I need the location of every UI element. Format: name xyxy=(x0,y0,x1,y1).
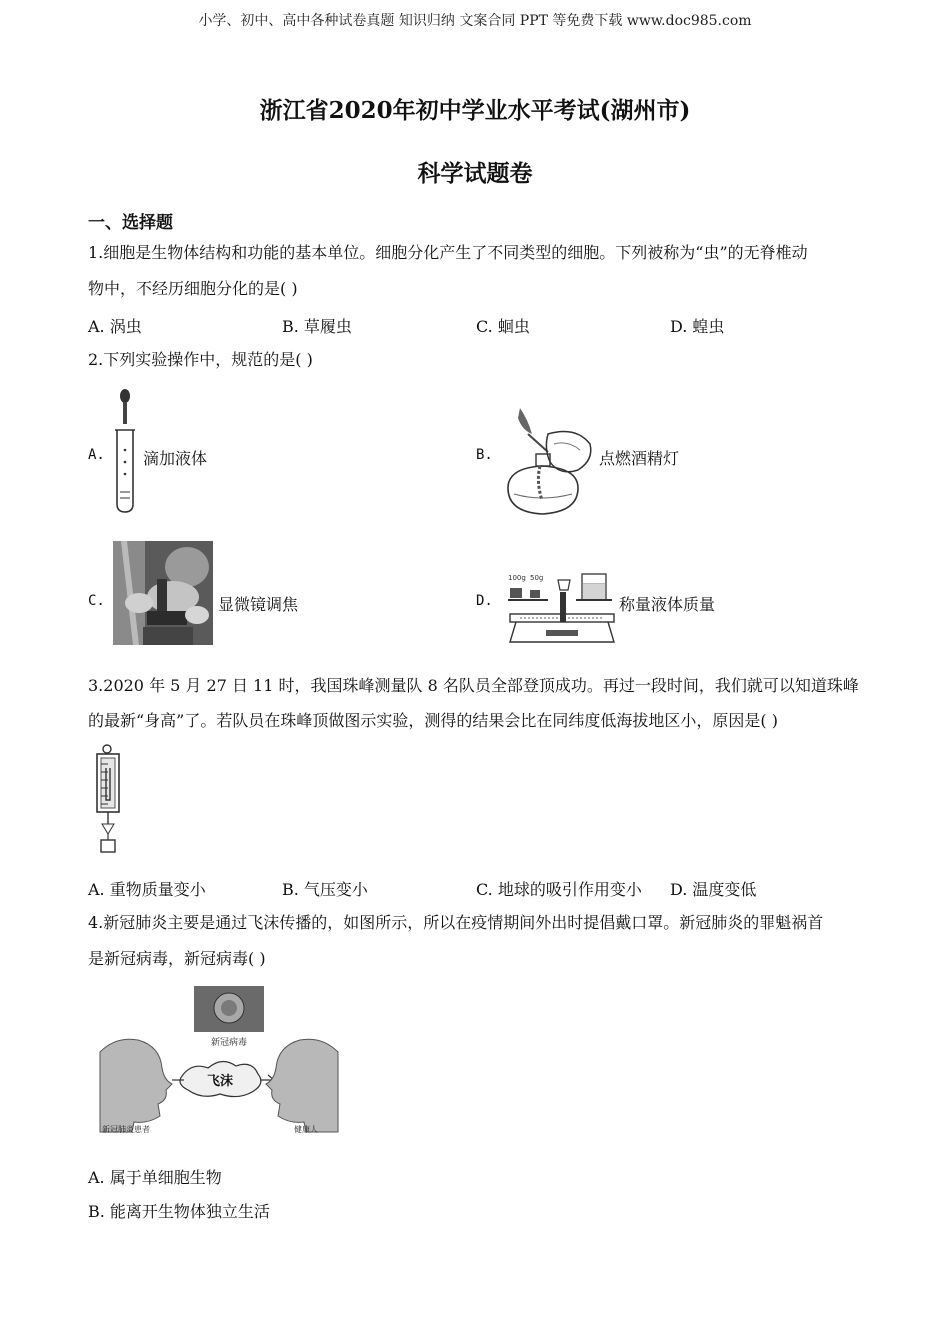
q2-option-a-letter: A. xyxy=(88,447,105,463)
q3-option-c: C. 地球的吸引作用变小 xyxy=(476,880,642,899)
patient-label: 新冠肺炎患者 xyxy=(102,1125,150,1134)
q3-option-a: A. 重物质量变小 xyxy=(88,880,206,899)
exam-title: 浙江省2020年初中学业水平考试(湖州市) xyxy=(259,97,691,124)
q3-option-b: B. 气压变小 xyxy=(282,880,368,899)
q1-option-a: A. 涡虫 xyxy=(88,317,142,336)
droplet-label: 飞沫 xyxy=(206,1074,234,1089)
q2-option-d-label: 称量液体质量 xyxy=(619,595,716,614)
healthy-person-label: 健康人 xyxy=(294,1125,318,1134)
q4-option-a: A. 属于单细胞生物 xyxy=(88,1168,222,1187)
microscope-photo xyxy=(113,541,213,645)
q1-option-b: B. 草履虫 xyxy=(282,317,352,336)
q3-option-d: D. 温度变低 xyxy=(670,880,757,899)
weight-label-50g: 50g xyxy=(530,574,544,582)
q2-option-b-label: 点燃酒精灯 xyxy=(599,449,680,468)
question-4-line-1: 4.新冠肺炎主要是通过飞沫传播的，如图所示，所以在疫情期间外出时提倡戴口罩。新冠肺炎的罪魁祸首 xyxy=(88,913,824,932)
q4-option-b: B. 能离开生物体独立生活 xyxy=(88,1202,270,1221)
q1-option-d: D. 蝗虫 xyxy=(670,317,725,336)
q2-option-c-label: 显微镜调焦 xyxy=(218,595,299,614)
q1-option-c: C. 蛔虫 xyxy=(476,317,530,336)
balance-scale-icon xyxy=(506,570,618,646)
alcohol-lamp-icon xyxy=(498,404,600,520)
q2-option-b-letter: B. xyxy=(476,447,493,463)
weight-label-100g: 100g xyxy=(508,574,526,582)
virus-label: 新冠病毒 xyxy=(210,1038,248,1048)
dropper-test-tube-icon xyxy=(108,388,142,514)
question-1-line-2: 物中，不经历细胞分化的是( ) xyxy=(88,279,298,298)
q2-option-c-letter: C. xyxy=(88,593,105,609)
question-2-stem: 2.下列实验操作中，规范的是( ) xyxy=(88,350,313,369)
question-3-line-1: 3.2020 年 5 月 27 日 11 时，我国珠峰测量队 8 名队员全部登顶成功。再过一段时间，我们就可以知道珠峰 xyxy=(88,676,859,695)
section-heading: 一、选择题 xyxy=(88,213,173,233)
droplet-transmission-figure xyxy=(88,984,350,1140)
site-header: 小学、初中、高中各种试卷真题 知识归纳 文案合同 PPT 等免费下载 www.doc985.com xyxy=(198,13,752,29)
q2-option-d-letter: D. xyxy=(476,593,493,609)
question-3-line-2: 的最新“身高”了。若队员在珠峰顶做图示实验，测得的结果会比在同纬度低海拔地区小，原因是( ) xyxy=(88,711,778,730)
question-4-line-2: 是新冠病毒，新冠病毒( ) xyxy=(88,949,266,968)
spring-scale-icon xyxy=(92,744,126,854)
question-1-line-1: 1.细胞是生物体结构和功能的基本单位。细胞分化产生了不同类型的细胞。下列被称为“虫”的无脊椎动 xyxy=(88,243,808,262)
exam-subtitle: 科学试题卷 xyxy=(417,160,533,187)
q2-option-a-label: 滴加液体 xyxy=(143,449,208,468)
